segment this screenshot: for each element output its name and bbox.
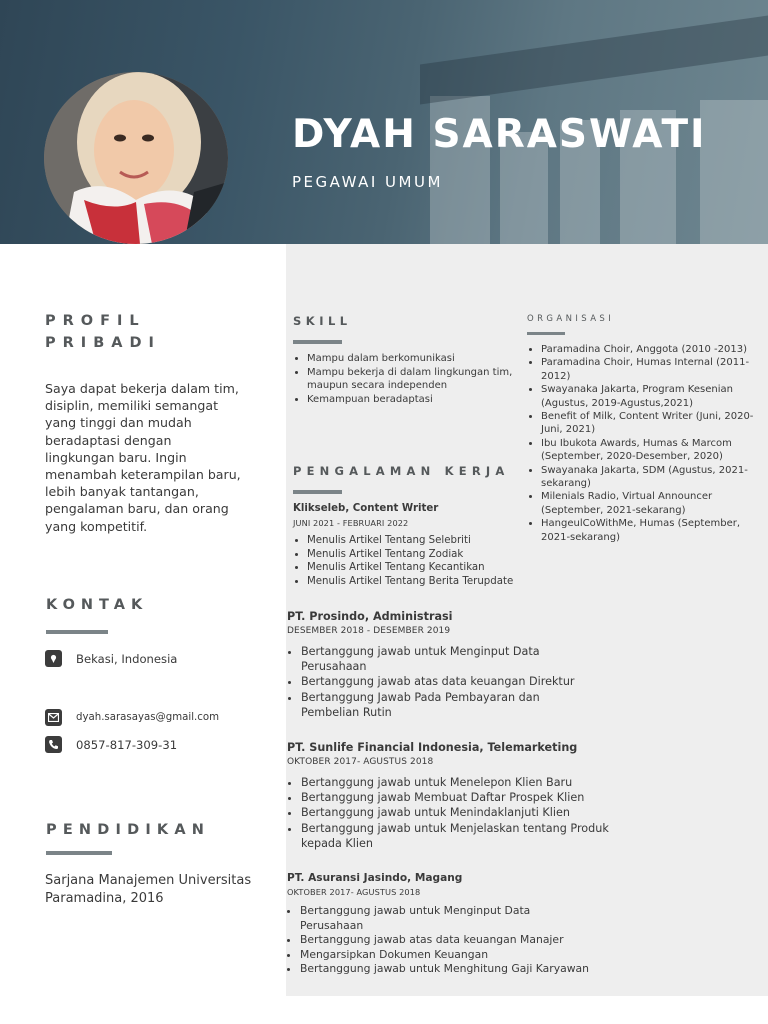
contact-location bbox=[45, 650, 177, 667]
skill-list bbox=[293, 352, 539, 406]
organization-item: • Paramadina Choir, Humas Internal (2011-2012) bbox=[541, 356, 759, 383]
candidate-name: DYAH SARASWATI bbox=[292, 112, 707, 157]
job-title: Klikseleb, Content Writer bbox=[293, 503, 439, 514]
organization-item: • Swayanaka Jakarta, SDM (Agustus, 2021-sekarang) bbox=[541, 464, 759, 491]
profile-title: PROFIL bbox=[45, 313, 146, 329]
skill-title: SKILL bbox=[293, 314, 352, 328]
skill-item: • Kemampuan beradaptasi bbox=[307, 393, 539, 407]
education-divider bbox=[46, 851, 112, 855]
job-duty: • Menulis Artikel Tentang Kecantikan bbox=[307, 561, 539, 575]
skill-divider bbox=[293, 340, 342, 344]
organization-item: • Paramadina Choir, Anggota (2010 -2013) bbox=[541, 343, 759, 356]
profile-title-line2: PRIBADI bbox=[45, 335, 161, 351]
job-duty: • Menulis Artikel Tentang Zodiak bbox=[307, 548, 539, 562]
skill-item: • Mampu bekerja di dalam lingkungan tim, maupun secara independen bbox=[307, 366, 539, 393]
experience-divider bbox=[293, 490, 342, 494]
contact-divider bbox=[46, 630, 108, 634]
job-duty: • Mengarsipkan Dokumen Keuangan bbox=[300, 948, 590, 963]
header-banner bbox=[0, 0, 768, 244]
education-title: PENDIDIKAN bbox=[46, 822, 211, 838]
email-text[interactable]: dyah.sarasayas@gmail.com bbox=[76, 712, 220, 723]
job-duty: • Bertanggung jawab Membuat Daftar Prospek Klien bbox=[301, 790, 611, 805]
job-duty: • Bertanggung jawab untuk Menginput Data Perusahaan bbox=[300, 904, 590, 933]
job-duties bbox=[287, 644, 601, 720]
job-duty: • Menulis Artikel Tentang Berita Terupdate bbox=[307, 575, 539, 589]
organization-divider bbox=[527, 332, 565, 335]
portrait-illustration bbox=[44, 72, 228, 244]
profile-photo bbox=[44, 72, 228, 244]
job-duty: • Bertanggung jawab untuk Menjelaskan tentang Produk kepada Klien bbox=[301, 821, 611, 851]
job-title: PT. Prosindo, Administrasi bbox=[287, 610, 453, 623]
job-duties bbox=[293, 534, 539, 588]
profile-text: Saya dapat bekerja dalam tim, disiplin, memiliki semangat yang tinggi dan mudah beradaptasi dengan lingkungan baru. Ingin menambah keterampilan baru, lebih banyak tantangan, pengalaman baru, dan orang yang kompetitif. bbox=[45, 381, 241, 534]
organization-title: ORGANISASI bbox=[527, 314, 615, 324]
organization-list bbox=[527, 343, 759, 544]
job-duty: • Bertanggung jawab atas data keuangan Manajer bbox=[300, 933, 590, 948]
organization-item: • Milenials Radio, Virtual Announcer (September, 2021-sekarang) bbox=[541, 490, 759, 517]
job-title: PT. Sunlife Financial Indonesia, Telemarketing bbox=[287, 741, 578, 754]
organization-item: • HangeulCoWithMe, Humas (September, 2021-sekarang) bbox=[541, 517, 759, 544]
education-text: Sarjana Manajemen Universitas Paramadina, 2016 bbox=[45, 873, 252, 906]
job-duty: • Menulis Artikel Tentang Selebriti bbox=[307, 534, 539, 548]
experience-title: PENGALAMAN KERJA bbox=[293, 464, 510, 478]
organization-item: • Ibu Ibukota Awards, Humas & Marcom (September, 2020-Desember, 2020) bbox=[541, 437, 759, 464]
skill-item: • Mampu dalam berkomunikasi bbox=[307, 352, 539, 366]
job-date: JUNI 2021 - FEBRUARI 2022 bbox=[293, 518, 409, 528]
job-date: OKTOBER 2017- AGUSTUS 2018 bbox=[287, 887, 421, 897]
contact-title: KONTAK bbox=[46, 597, 149, 613]
contact-email bbox=[45, 709, 219, 726]
background-building-column bbox=[700, 100, 768, 244]
location-text: Bekasi, Indonesia bbox=[76, 651, 178, 666]
job-date: DESEMBER 2018 - DESEMBER 2019 bbox=[287, 626, 451, 636]
candidate-role: PEGAWAI UMUM bbox=[292, 173, 443, 191]
organization-item: • Benefit of Milk, Content Writer (Juni, 2020-Juni, 2021) bbox=[541, 410, 759, 437]
envelope-icon bbox=[45, 709, 62, 726]
background-building-roof bbox=[420, 16, 768, 105]
job-duty: • Bertanggung Jawab Pada Pembayaran dan Pembelian Rutin bbox=[301, 690, 601, 720]
job-duty: • Bertanggung jawab untuk Menghitung Gaji Karyawan bbox=[300, 962, 590, 977]
job-duty: • Bertanggung jawab untuk Menindaklanjuti Klien bbox=[301, 805, 611, 820]
organization-item: • Swayanaka Jakarta, Program Kesenian (Agustus, 2019-Agustus,2021) bbox=[541, 383, 759, 410]
job-duties bbox=[287, 775, 611, 851]
job-duty: • Bertanggung jawab untuk Menginput Data Perusahaan bbox=[301, 644, 601, 674]
phone-text[interactable]: 0857-817-309-31 bbox=[76, 737, 178, 752]
job-duty: • Bertanggung jawab untuk Menelepon Klien Baru bbox=[301, 775, 611, 790]
map-pin-icon bbox=[45, 650, 62, 667]
contact-phone bbox=[45, 736, 177, 753]
phone-icon bbox=[45, 736, 62, 753]
job-duties bbox=[286, 904, 590, 977]
job-duty: • Bertanggung jawab atas data keuangan Direktur bbox=[301, 674, 601, 689]
job-title: PT. Asuransi Jasindo, Magang bbox=[287, 872, 463, 884]
job-date: OKTOBER 2017- AGUSTUS 2018 bbox=[287, 757, 434, 767]
